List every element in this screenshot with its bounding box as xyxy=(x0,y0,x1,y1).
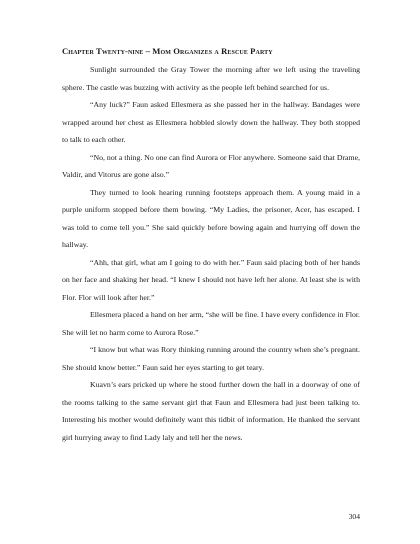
paragraph: “No, not a thing. No one can find Aurora or Flor anywhere. Someone said that Drame, Valdir, and Vitorus are gone also.” xyxy=(62,152,360,179)
paragraph: Ellesmera placed a hand on her arm, “she will be fine. I have every confidence in Flor. She will let no harm come to Aurora Rose.” xyxy=(62,310,360,337)
paragraph: “Any luck?” Faun asked Ellesmera as she passed her in the hallway. Bandages were wrapped around her chest as Ellesmera hobbled slowly down the hallway. They both stopped to talk to each other. xyxy=(62,100,360,144)
chapter-body xyxy=(62,61,360,446)
paragraph: “Ahh, that girl, what am I going to do with her.” Faun said placing both of her hands on her face and shaking her head. “I knew I should not have left her alone. At least she is with Flor. Flor will look after her.” xyxy=(62,257,360,302)
paragraph: “I know but what was Rory thinking running around the country when she’s pregnant. She should know better.” Faun said her eyes starting to get teary. xyxy=(62,345,360,372)
paragraph: Sunlight surrounded the Gray Tower the morning after we left using the traveling sphere. The castle was buzzing with activity as the people left behind searched for us. xyxy=(62,65,360,92)
paragraph: They turned to look hearing running footsteps approach them. A young maid in a purple uniform stopped before them bowing. “My Ladies, the prisoner, Acer, has escaped. I was told to come tell you.” She said quickly before bowing again and hurrying off down the hallway. xyxy=(62,187,360,249)
chapter-heading: Chapter Twenty-nine – Mom Organizes a Rescue Party xyxy=(62,46,273,56)
page-number: 304 xyxy=(348,512,360,521)
paragraph: Kuavn’s ears pricked up where he stood further down the hall in a doorway of one of the rooms talking to the same servant girl that Faun and Ellesmera had just been talking to. Interesting his mother would definitely want this tidbit of information. He thanked the servant girl hurrying away to find Lady laly and tell her the news. xyxy=(62,380,360,442)
